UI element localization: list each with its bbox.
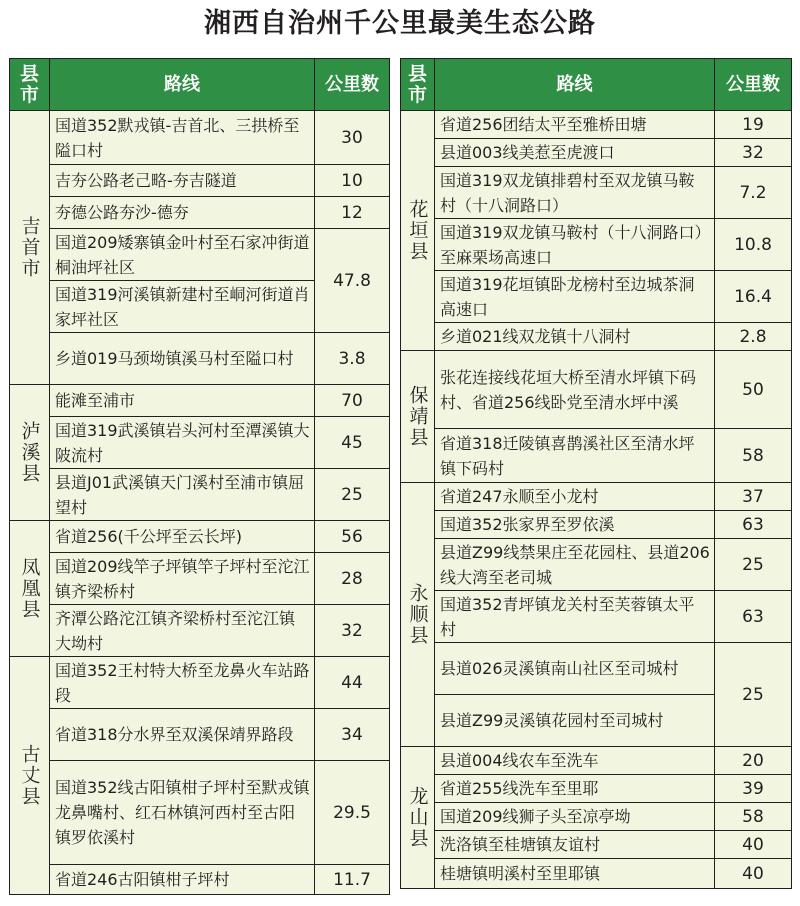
table-row bbox=[401, 139, 792, 167]
table-row bbox=[401, 323, 792, 351]
km-cell: 10 bbox=[315, 165, 390, 197]
table-row bbox=[401, 351, 792, 429]
county-header-label: 县市 bbox=[407, 62, 427, 106]
route-header: 路线 bbox=[435, 59, 715, 111]
table-row bbox=[10, 229, 390, 281]
county-header-label: 县市 bbox=[19, 62, 39, 106]
route-cell: 乡道021线双龙镇十八洞村 bbox=[435, 323, 715, 351]
table-row bbox=[401, 539, 792, 591]
table-row bbox=[401, 167, 792, 219]
right-table bbox=[400, 58, 792, 889]
km-cell: 32 bbox=[315, 605, 390, 657]
km-header: 公里数 bbox=[315, 59, 390, 111]
table-row bbox=[10, 657, 390, 709]
county-cell: 永顺县 bbox=[401, 483, 435, 747]
route-cell: 张花连接线花垣大桥至清水坪镇下码村、省道256线卧党至清水坪中溪 bbox=[435, 351, 715, 429]
km-cell: 63 bbox=[715, 591, 792, 643]
km-cell: 29.5 bbox=[315, 761, 390, 865]
header-row bbox=[401, 59, 792, 111]
route-cell: 洗洛镇至桂塘镇友谊村 bbox=[435, 831, 715, 859]
county-cell: 龙山县 bbox=[401, 747, 435, 889]
table-row bbox=[10, 333, 390, 385]
table-row bbox=[401, 219, 792, 271]
km-cell: 20 bbox=[715, 747, 792, 775]
km-cell: 19 bbox=[715, 111, 792, 139]
route-cell: 县道J01武溪镇天门溪村至浦市镇屈望村 bbox=[50, 469, 315, 521]
route-cell: 国道319花垣镇卧龙榜村至边城茶洞高速口 bbox=[435, 271, 715, 323]
km-cell: 47.8 bbox=[315, 229, 390, 333]
route-cell: 省道246古阳镇柑子坪村 bbox=[50, 865, 315, 895]
table-row bbox=[401, 747, 792, 775]
km-cell: 34 bbox=[315, 709, 390, 761]
table-row bbox=[401, 429, 792, 483]
route-cell: 国道319双龙镇马鞍村（十八洞路口）至麻栗场高速口 bbox=[435, 219, 715, 271]
table-row bbox=[401, 803, 792, 831]
route-cell: 国道352青坪镇龙关村至芙蓉镇太平村 bbox=[435, 591, 715, 643]
km-cell: 58 bbox=[715, 429, 792, 483]
km-cell: 50 bbox=[715, 351, 792, 429]
route-cell: 齐潭公路沱江镇齐梁桥村至沱江镇大坳村 bbox=[50, 605, 315, 657]
route-cell: 国道209矮寨镇金叶村至石家冲街道桐油坪社区 bbox=[50, 229, 315, 281]
km-cell: 2.8 bbox=[715, 323, 792, 351]
route-cell: 能滩至浦市 bbox=[50, 385, 315, 417]
county-cell: 凤凰县 bbox=[10, 521, 50, 657]
county-cell: 古丈县 bbox=[10, 657, 50, 895]
table-row bbox=[401, 111, 792, 139]
km-cell: 40 bbox=[715, 859, 792, 889]
route-header: 路线 bbox=[50, 59, 315, 111]
km-cell: 63 bbox=[715, 511, 792, 539]
table-row bbox=[10, 709, 390, 761]
table-row bbox=[10, 521, 390, 553]
table-row bbox=[10, 197, 390, 229]
table-row bbox=[10, 417, 390, 469]
km-header: 公里数 bbox=[715, 59, 792, 111]
route-cell: 国道209线狮子头至凉亭坳 bbox=[435, 803, 715, 831]
county-cell: 保靖县 bbox=[401, 351, 435, 483]
table-row bbox=[10, 553, 390, 605]
km-cell: 58 bbox=[715, 803, 792, 831]
km-cell: 25 bbox=[715, 643, 792, 747]
route-cell: 国道209线竿子坪镇竿子坪村至沱江镇齐梁桥村 bbox=[50, 553, 315, 605]
km-cell: 25 bbox=[315, 469, 390, 521]
km-cell: 25 bbox=[715, 539, 792, 591]
route-cell: 国道352张家界至罗依溪 bbox=[435, 511, 715, 539]
route-cell: 桂塘镇明溪村至里耶镇 bbox=[435, 859, 715, 889]
km-cell: 44 bbox=[315, 657, 390, 709]
table-row bbox=[10, 165, 390, 197]
route-cell: 县道003线美惹至虎渡口 bbox=[435, 139, 715, 167]
route-cell: 省道255线洗车至里耶 bbox=[435, 775, 715, 803]
route-cell: 县道004线农车至洗车 bbox=[435, 747, 715, 775]
table-row bbox=[401, 591, 792, 643]
table-row bbox=[401, 483, 792, 511]
km-cell: 30 bbox=[315, 111, 390, 165]
county-cell: 花垣县 bbox=[401, 111, 435, 351]
km-cell: 32 bbox=[715, 139, 792, 167]
route-cell: 国道319武溪镇岩头河村至潭溪镇大陂流村 bbox=[50, 417, 315, 469]
route-cell: 国道352默戎镇-吉首北、三拱桥至隘口村 bbox=[50, 111, 315, 165]
route-cell: 省道256(千公坪至云长坪) bbox=[50, 521, 315, 553]
route-cell: 省道318迁陵镇喜鹊溪社区至清水坪镇下码村 bbox=[435, 429, 715, 483]
km-cell: 70 bbox=[315, 385, 390, 417]
route-cell: 县道Z99线禁果庄至花园柱、县道206线大湾至老司城 bbox=[435, 539, 715, 591]
route-cell: 县道Z99灵溪镇花园村至司城村 bbox=[435, 695, 715, 747]
km-cell: 12 bbox=[315, 197, 390, 229]
county-cell: 泸溪县 bbox=[10, 385, 50, 521]
table-row bbox=[10, 111, 390, 165]
header-row bbox=[10, 59, 390, 111]
km-cell: 40 bbox=[715, 831, 792, 859]
table-row bbox=[401, 775, 792, 803]
left-table bbox=[9, 58, 390, 895]
county-cell: 吉首市 bbox=[10, 111, 50, 385]
route-cell: 夯德公路夯沙-德夯 bbox=[50, 197, 315, 229]
km-cell: 45 bbox=[315, 417, 390, 469]
table-row bbox=[10, 865, 390, 895]
page-title: 湘西自治州千公里最美生态公路 bbox=[204, 8, 596, 39]
route-cell: 县道026灵溪镇南山社区至司城村 bbox=[435, 643, 715, 695]
table-row bbox=[10, 385, 390, 417]
table-row bbox=[401, 643, 792, 695]
table-row bbox=[10, 605, 390, 657]
route-cell: 省道256团结太平至雅桥田塘 bbox=[435, 111, 715, 139]
km-cell: 28 bbox=[315, 553, 390, 605]
km-cell: 3.8 bbox=[315, 333, 390, 385]
table-row bbox=[401, 859, 792, 889]
km-cell: 16.4 bbox=[715, 271, 792, 323]
route-cell: 国道352王村特大桥至龙鼻火车站路段 bbox=[50, 657, 315, 709]
table-row bbox=[401, 271, 792, 323]
route-cell: 省道247永顺至小龙村 bbox=[435, 483, 715, 511]
county-header bbox=[10, 59, 50, 111]
km-cell: 37 bbox=[715, 483, 792, 511]
route-cell: 乡道019马颈坳镇溪马村至隘口村 bbox=[50, 333, 315, 385]
km-cell: 11.7 bbox=[315, 865, 390, 895]
route-cell: 国道319双龙镇排碧村至双龙镇马鞍村（十八洞路口） bbox=[435, 167, 715, 219]
route-cell: 国道352线古阳镇柑子坪村至默戎镇龙鼻嘴村、红石林镇河西村至古阳镇罗依溪村 bbox=[50, 761, 315, 865]
table-row bbox=[401, 511, 792, 539]
km-cell: 7.2 bbox=[715, 167, 792, 219]
county-header bbox=[401, 59, 435, 111]
route-cell: 吉夯公路老己略-夯吉隧道 bbox=[50, 165, 315, 197]
route-cell: 国道319河溪镇新建村至峒河街道肖家坪社区 bbox=[50, 281, 315, 333]
km-cell: 10.8 bbox=[715, 219, 792, 271]
table-row bbox=[401, 831, 792, 859]
km-cell: 39 bbox=[715, 775, 792, 803]
table-row bbox=[10, 761, 390, 865]
km-cell: 56 bbox=[315, 521, 390, 553]
route-cell: 省道318分水界至双溪保靖界路段 bbox=[50, 709, 315, 761]
table-row bbox=[10, 469, 390, 521]
